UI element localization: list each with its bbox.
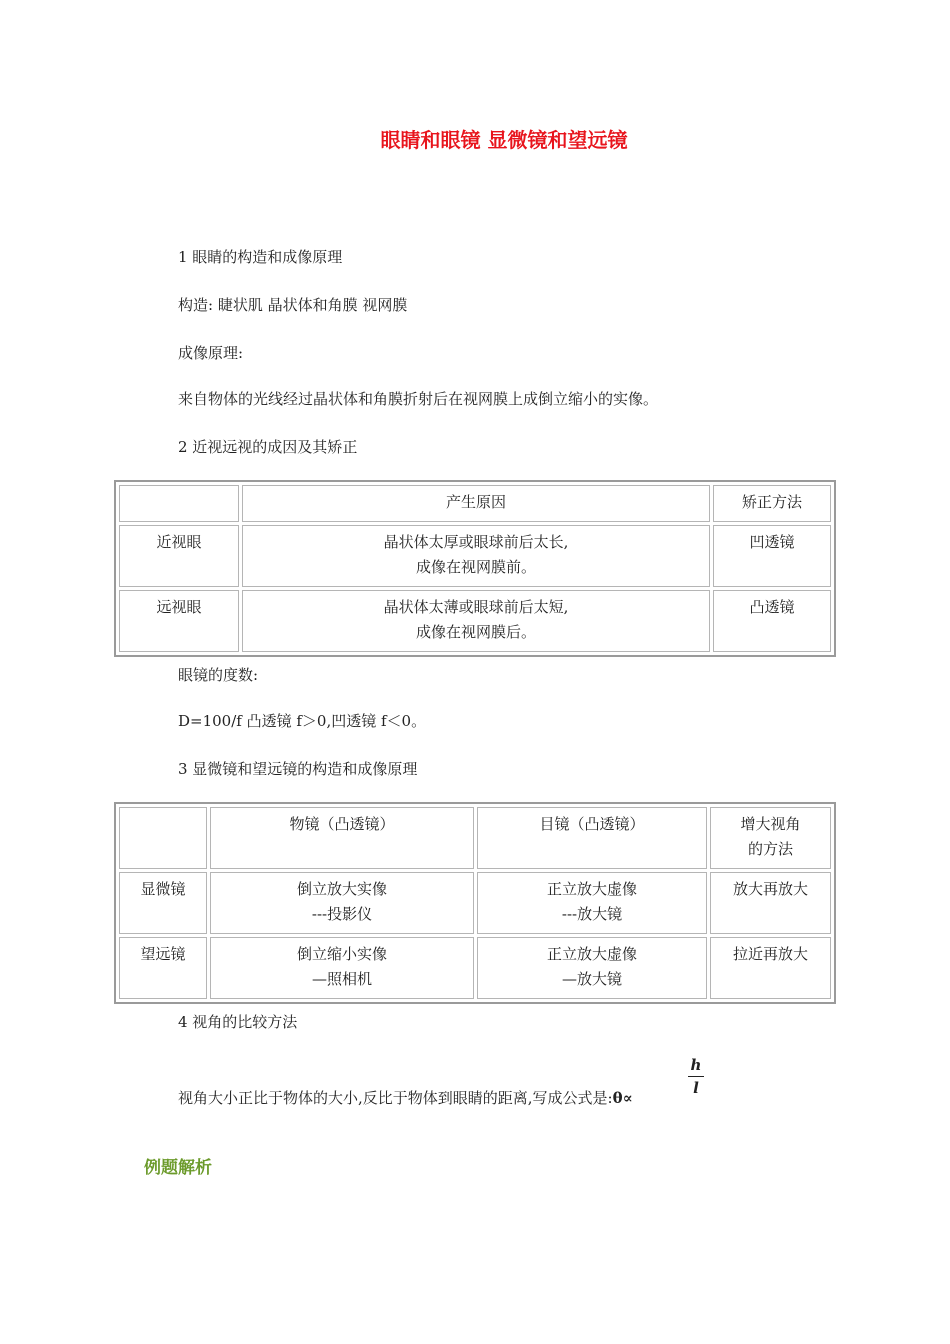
section-3-heading: 3 显微镜和望远镜的构造和成像原理: [178, 760, 418, 778]
examples-heading: 例题解析: [144, 1158, 212, 1178]
table-header-cell: [119, 807, 207, 869]
table-row: [119, 937, 831, 999]
eyepiece-cell: 正立放大虚像 —放大镜: [477, 937, 707, 999]
table-header-cell: 矫正方法: [713, 485, 831, 522]
section-1-heading: 1 眼睛的构造和成像原理: [178, 248, 343, 266]
row-label: 远视眼: [119, 590, 239, 652]
table-row: [119, 872, 831, 934]
principle-text: 来自物体的光线经过晶状体和角膜折射后在视网膜上成倒立缩小的实像。: [178, 390, 659, 408]
formula-text: 视角大小正比于物体的大小,反比于物体到眼睛的距离,写成公式是:: [178, 1089, 613, 1107]
cause-line: 成像在视网膜前。: [415, 558, 536, 576]
structure-text: 构造: 睫状肌 晶状体和角膜 视网膜: [178, 296, 408, 314]
visual-angle-formula: [178, 1087, 633, 1108]
cause-cell: [242, 525, 710, 587]
table-header-row: [119, 485, 831, 522]
method-cell: 拉近再放大: [710, 937, 831, 999]
table-header-cell: [119, 485, 239, 522]
eyepiece-cell: 正立放大虚像 ---放大镜: [477, 872, 707, 934]
degree-formula: D=100/f 凸透镜 f＞0,凹透镜 f＜0。: [178, 712, 427, 730]
row-label: 望远镜: [119, 937, 207, 999]
row-label: 显微镜: [119, 872, 207, 934]
degree-label: 眼镜的度数:: [178, 666, 259, 684]
principle-label: 成像原理:: [178, 344, 244, 362]
fraction: [688, 1056, 704, 1097]
table-header-cell: 目镜（凸透镜）: [477, 807, 707, 869]
table-header-cell: 增大视角 的方法: [710, 807, 831, 869]
table-header-row: [119, 807, 831, 869]
fraction-bar: [688, 1076, 704, 1077]
table-row: [119, 590, 831, 652]
section-4-heading: 4 视角的比较方法: [178, 1013, 298, 1031]
fraction-numerator: h: [690, 1056, 702, 1074]
cause-line: 晶状体太薄或眼球前后太短,: [383, 598, 569, 616]
page-title: 眼睛和眼镜 显微镜和望远镜: [380, 128, 628, 152]
microscope-telescope-table: [114, 802, 836, 1004]
proportional-symbol: θ∝: [612, 1089, 633, 1107]
method-cell: 放大再放大: [710, 872, 831, 934]
objective-cell: 倒立缩小实像 —照相机: [210, 937, 474, 999]
cause-line: 成像在视网膜后。: [415, 623, 536, 641]
row-label: 近视眼: [119, 525, 239, 587]
objective-cell: 倒立放大实像 ---投影仪: [210, 872, 474, 934]
fraction-denominator: l: [693, 1079, 699, 1097]
fix-cell: 凸透镜: [713, 590, 831, 652]
table-header-cell: 产生原因: [242, 485, 710, 522]
myopia-hyperopia-table: [114, 480, 836, 657]
section-2-heading: 2 近视远视的成因及其矫正: [178, 438, 358, 456]
table-header-cell: 物镜（凸透镜）: [210, 807, 474, 869]
fix-cell: 凹透镜: [713, 525, 831, 587]
cause-cell: [242, 590, 710, 652]
cause-line: 晶状体太厚或眼球前后太长,: [383, 533, 569, 551]
table-row: [119, 525, 831, 587]
